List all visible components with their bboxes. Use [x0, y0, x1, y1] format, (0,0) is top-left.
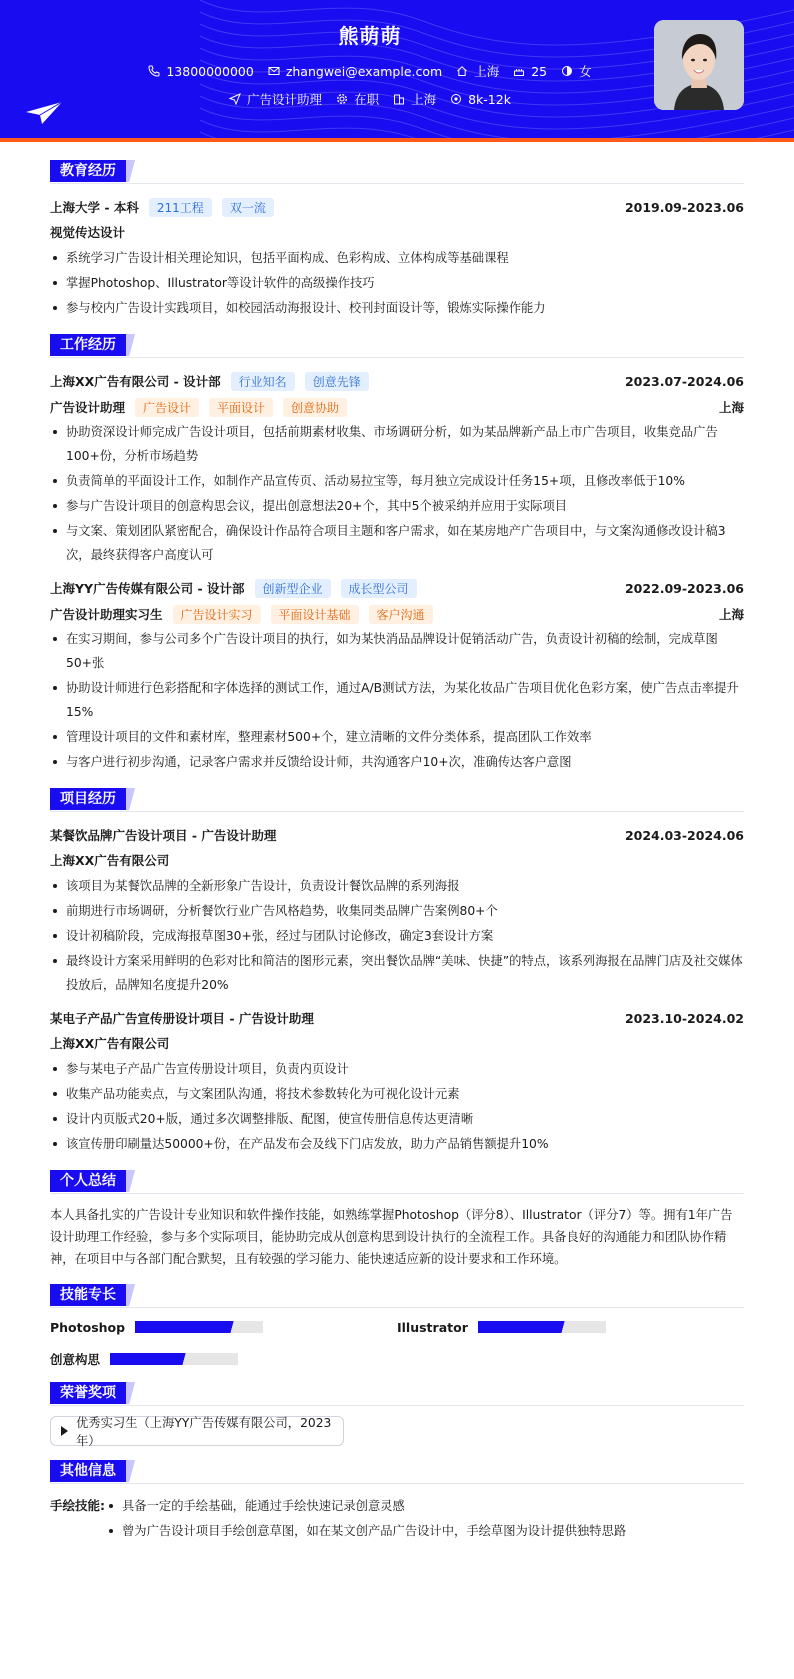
work-title: 工作经历	[50, 334, 126, 356]
project-period: 2024.03-2024.06	[624, 827, 744, 843]
award-text: 优秀实习生（上海YY广告传媒有限公司，2023年）	[76, 1416, 332, 1448]
location-info	[456, 62, 499, 80]
project-period: 2023.10-2024.02	[624, 1010, 744, 1026]
mail-icon	[268, 65, 280, 77]
work-header	[50, 334, 744, 358]
gender-info	[561, 62, 592, 80]
skill-name: Photoshop	[50, 1319, 126, 1335]
skill-item	[50, 1318, 397, 1336]
work-bullets	[50, 420, 744, 567]
project-bullets	[50, 874, 744, 997]
list-item: 设计初稿阶段，完成海报草图30+张，经过与团队讨论修改，确定3套设计方案	[50, 924, 744, 948]
list-item: 协助设计师进行色彩搭配和字体选择的测试工作，通过A/B测试方法，为某化妆品广告项目优化色彩方案，使广告点击率提升15%	[50, 676, 744, 724]
project-name: 某餐饮品牌广告设计项目 - 广告设计助理	[50, 828, 277, 843]
awards-section	[50, 1382, 744, 1446]
skill-bar-fill	[110, 1353, 181, 1365]
resume-header	[0, 0, 794, 142]
work-section	[50, 334, 744, 774]
other-title: 其他信息	[50, 1460, 126, 1482]
list-item: 与客户进行初步沟通，记录客户需求并反馈给设计师，共沟通客户10+次，准确传达客户意图	[50, 750, 744, 774]
projects-section	[50, 788, 744, 1156]
other-label: 手绘技能:	[50, 1498, 105, 1513]
age-info	[513, 64, 547, 79]
education-title: 教育经历	[50, 160, 126, 182]
skill-bar-fill	[478, 1321, 560, 1333]
summary-section	[50, 1170, 744, 1270]
school-tag: 双一流	[222, 198, 274, 217]
school-tag: 211工程	[149, 198, 212, 217]
list-item: 与文案、策划团队紧密配合，确保设计作品符合项目主题和客户需求，如在某房地产广告项目中，与文案沟通修改设计稿3次，最终获得客户高度认可	[50, 519, 744, 567]
list-item: 具备一定的手绘基础，能通过手绘快速记录创意灵感	[106, 1494, 626, 1518]
work-city: 上海	[718, 607, 744, 622]
location-text: 上海	[474, 64, 500, 79]
company-name: 上海YY广告传媒有限公司 - 设计部	[50, 581, 245, 596]
role-tag: 客户沟通	[369, 605, 433, 624]
list-item: 该项目为某餐饮品牌的全新形象广告设计，负责设计餐饮品牌的系列海报	[50, 874, 744, 898]
project-entry	[50, 1005, 744, 1156]
summary-text: 本人具备扎实的广告设计专业知识和软件操作技能，如熟练掌握Photoshop（评分8）、Illustrator（评分7）等。拥有1年广告设计助理工作经验，参与多个实际项目，能协助完成从创意构思到设计执行的全流程工作。具备良好的沟通能力和团队协作精神，在项目中与各部门配合默契，且有较强的学习能力、能快速适应新的设计要求和工作环境。	[50, 1208, 733, 1266]
building-icon	[393, 93, 405, 105]
other-info	[50, 1494, 744, 1544]
gender-icon	[561, 65, 573, 77]
salary-info	[450, 92, 511, 107]
status-info	[336, 90, 379, 108]
list-item: 掌握Photoshop、Illustrator等设计软件的高级操作技巧	[50, 271, 744, 295]
school-name: 上海大学 - 本科	[50, 200, 139, 215]
company-tag: 行业知名	[231, 372, 295, 391]
age-icon	[513, 65, 525, 77]
list-item: 最终设计方案采用鲜明的色彩对比和简洁的图形元素，突出餐饮品牌“美味、快捷”的特点，该系列海报在品牌门店及社交媒体投放后，品牌知名度提升20%	[50, 949, 744, 997]
skill-name: 创意构思	[50, 1352, 101, 1367]
education-section	[50, 160, 744, 320]
skill-bar	[478, 1321, 606, 1333]
resume-body	[50, 160, 744, 1558]
project-org: 上海XX广告有限公司	[50, 853, 170, 868]
age-text: 25	[531, 63, 548, 79]
other-header	[50, 1460, 744, 1484]
salary-text: 8k-12k	[468, 91, 511, 107]
summary-title: 个人总结	[50, 1170, 126, 1192]
list-item: 曾为广告设计项目手绘创意草图，如在某文创产品广告设计中，手绘草图为设计提供独特思路	[106, 1519, 626, 1543]
education-header	[50, 160, 744, 184]
work-entry	[50, 368, 744, 567]
list-item: 参与校内广告设计实践项目，如校园活动海报设计、校刊封面设计等，锻炼实际操作能力	[50, 296, 744, 320]
project-name: 某电子产品广告宣传册设计项目 - 广告设计助理	[50, 1011, 314, 1026]
project-bullets	[50, 1057, 744, 1156]
email-info	[268, 64, 442, 79]
skills-list	[50, 1318, 744, 1368]
other-section	[50, 1460, 744, 1544]
projects-header	[50, 788, 744, 812]
candidate-name: 熊萌萌	[338, 24, 402, 48]
list-item: 参与广告设计项目的创意构思会议，提出创意想法20+个，其中5个被采纳并应用于实际项目	[50, 494, 744, 518]
major: 视觉传达设计	[50, 225, 126, 240]
education-entry	[50, 194, 744, 320]
list-item: 在实习期间，参与公司多个广告设计项目的执行，如为某快消品品牌设计促销活动广告，负责设计初稿的绘制，完成草图50+张	[50, 627, 744, 675]
paper-plane-icon	[24, 100, 64, 126]
list-item: 前期进行市场调研，分析餐饮行业广告风格趋势，收集同类品牌广告案例80+个	[50, 899, 744, 923]
role-tag: 创意协助	[283, 398, 347, 417]
job-role: 广告设计助理实习生	[50, 607, 163, 622]
list-item: 收集产品功能卖点，与文案团队沟通，将技术参数转化为可视化设计元素	[50, 1082, 744, 1106]
list-item: 参与某电子产品广告宣传册设计项目，负责内页设计	[50, 1057, 744, 1081]
job-intent-row	[0, 90, 740, 108]
work-city-info	[393, 90, 436, 108]
contact-row	[0, 62, 740, 80]
skill-item	[397, 1318, 744, 1336]
list-item: 负责简单的平面设计工作，如制作产品宣传页、活动易拉宝等，每月独立完成设计任务15+项，且修改率低于10%	[50, 469, 744, 493]
job-role: 广告设计助理	[50, 400, 126, 415]
job-target-text: 广告设计助理	[247, 92, 323, 107]
summary-header	[50, 1170, 744, 1194]
other-bullets	[106, 1494, 626, 1544]
job-target-info	[229, 90, 322, 108]
skills-header	[50, 1284, 744, 1308]
work-period: 2023.07-2024.06	[624, 373, 744, 389]
list-item: 协助资深设计师完成广告设计项目，包括前期素材收集、市场调研分析，如为某品牌新产品上市广告项目，收集竞品广告100+份，分析市场趋势	[50, 420, 744, 468]
company-tag: 创意先锋	[305, 372, 369, 391]
project-org: 上海XX广告有限公司	[50, 1036, 170, 1051]
skill-item	[50, 1350, 397, 1368]
role-tag: 平面设计基础	[271, 605, 359, 624]
education-bullets	[50, 246, 744, 320]
email-text: zhangwei@example.com	[285, 63, 443, 79]
skill-bar	[110, 1353, 238, 1365]
work-period: 2022.09-2023.06	[624, 580, 744, 596]
role-tag: 广告设计实习	[173, 605, 261, 624]
company-tag: 创新型企业	[255, 579, 331, 598]
role-tag: 广告设计	[135, 398, 199, 417]
project-entry	[50, 822, 744, 997]
avatar	[654, 20, 744, 110]
money-icon	[450, 93, 462, 105]
list-item: 系统学习广告设计相关理论知识，包括平面构成、色彩构成、立体构成等基础课程	[50, 246, 744, 270]
skill-bar-fill	[135, 1321, 229, 1333]
work-entry	[50, 575, 744, 774]
projects-title: 项目经历	[50, 788, 126, 810]
work-city: 上海	[718, 400, 744, 415]
phone-info	[148, 64, 253, 79]
awards-header	[50, 1382, 744, 1406]
work-bullets	[50, 627, 744, 774]
education-period: 2019.09-2023.06	[624, 199, 744, 215]
send-icon	[229, 93, 241, 105]
skills-title: 技能专长	[50, 1284, 126, 1306]
award-item[interactable]	[50, 1416, 344, 1446]
avatar-photo	[654, 20, 744, 110]
company-name: 上海XX广告有限公司 - 设计部	[50, 374, 221, 389]
skills-section	[50, 1284, 744, 1368]
list-item: 设计内页版式20+版，通过多次调整排版、配图，使宣传册信息传达更清晰	[50, 1107, 744, 1131]
role-tag: 平面设计	[209, 398, 273, 417]
home-icon	[456, 65, 468, 77]
phone-icon	[148, 65, 160, 77]
company-tag: 成长型公司	[341, 579, 417, 598]
skill-bar	[135, 1321, 263, 1333]
skill-name: Illustrator	[397, 1319, 468, 1335]
work-city-text: 上海	[411, 92, 437, 107]
play-triangle-icon	[61, 1426, 68, 1436]
list-item: 该宣传册印刷量达50000+份，在产品发布会及线下门店发放，助力产品销售额提升10%	[50, 1132, 744, 1156]
awards-title: 荣誉奖项	[50, 1382, 126, 1404]
gender-text: 女	[579, 64, 592, 79]
status-text: 在职	[354, 92, 380, 107]
phone-text: 13800000000	[166, 63, 254, 79]
gear-icon	[336, 93, 348, 105]
list-item: 管理设计项目的文件和素材库，整理素材500+个，建立清晰的文件分类体系，提高团队工作效率	[50, 725, 744, 749]
